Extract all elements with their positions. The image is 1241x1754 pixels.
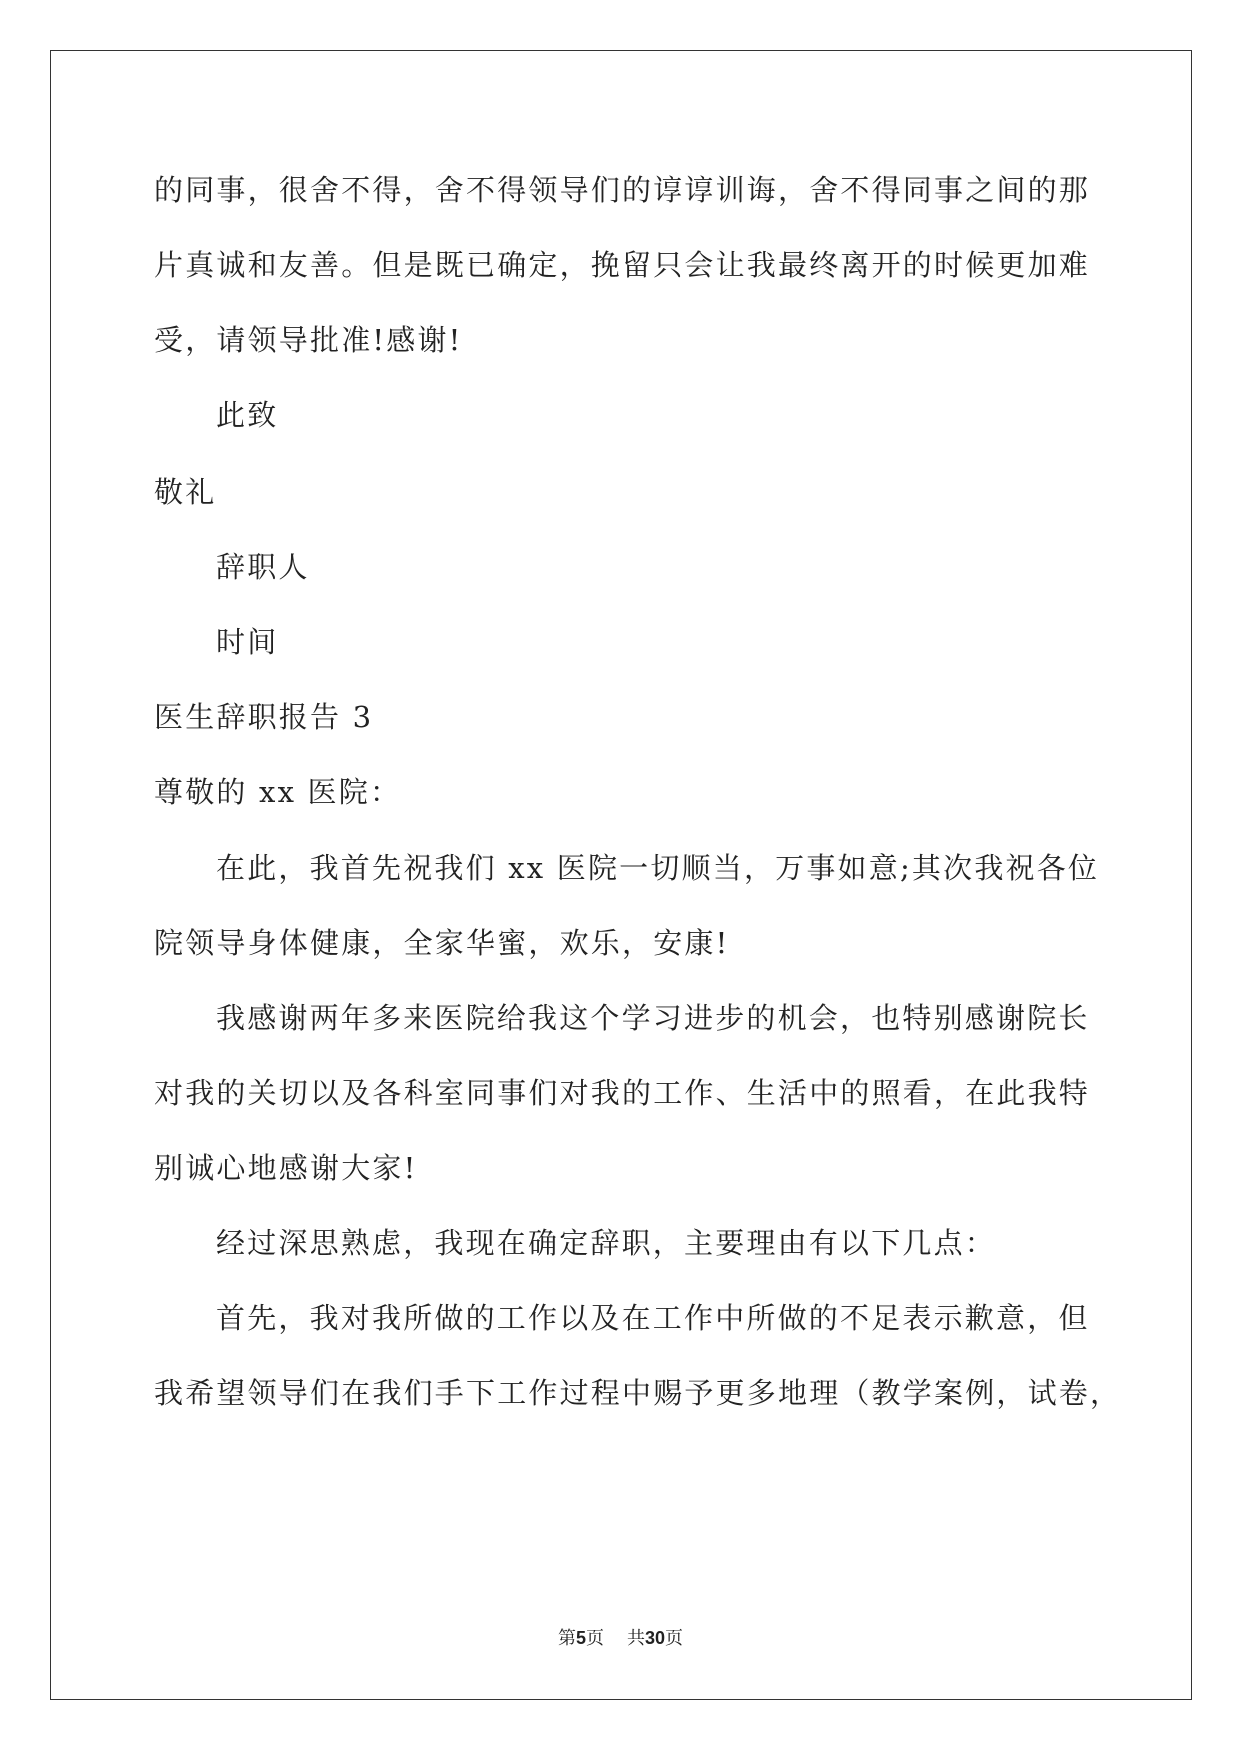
footer-prefix: 第 [558,1628,577,1649]
total-page-count: 30 [644,1628,665,1648]
body-line: 在此，我首先祝我们 xx 医院一切顺当，万事如意;其次我祝各位 [216,851,1100,885]
footer-total-prefix: 共 [626,1628,645,1649]
body-line: 的同事，很舍不得，舍不得领导们的谆谆训诲，舍不得同事之间的那 [154,173,1091,207]
body-line: 我感谢两年多来医院给我这个学习进步的机会，也特别感谢院长 [216,1001,1090,1035]
closing-salutation: 此致 [216,398,279,432]
body-line: 我希望领导们在我们手下工作过程中赐予更多地理（教学案例，试卷， [154,1376,1122,1410]
current-page-number: 5 [576,1628,587,1648]
closing-regards: 敬礼 [154,475,217,509]
body-line: 片真诚和友善。但是既已确定，挽留只会让我最终离开的时候更加难 [154,248,1091,282]
signature-label: 辞职人 [216,550,310,584]
section-title: 医生辞职报告 3 [154,700,374,734]
page-footer [0,1624,1241,1650]
body-line: 受，请领导批准!感谢! [154,323,463,357]
date-label: 时间 [216,625,279,659]
body-line: 别诚心地感谢大家! [154,1151,418,1185]
body-line: 首先，我对我所做的工作以及在工作中所做的不足表示歉意，但 [216,1301,1090,1335]
body-line: 对我的关切以及各科室同事们对我的工作、生活中的照看，在此我特 [154,1076,1091,1110]
body-line: 经过深思熟虑，我现在确定辞职，主要理由有以下几点： [216,1226,997,1260]
greeting: 尊敬的 xx 医院： [154,775,402,809]
footer-page-suffix: 页 [586,1628,605,1649]
body-line: 院领导身体健康，全家华蜜，欢乐，安康! [154,926,730,960]
footer-total-suffix: 页 [664,1628,683,1649]
